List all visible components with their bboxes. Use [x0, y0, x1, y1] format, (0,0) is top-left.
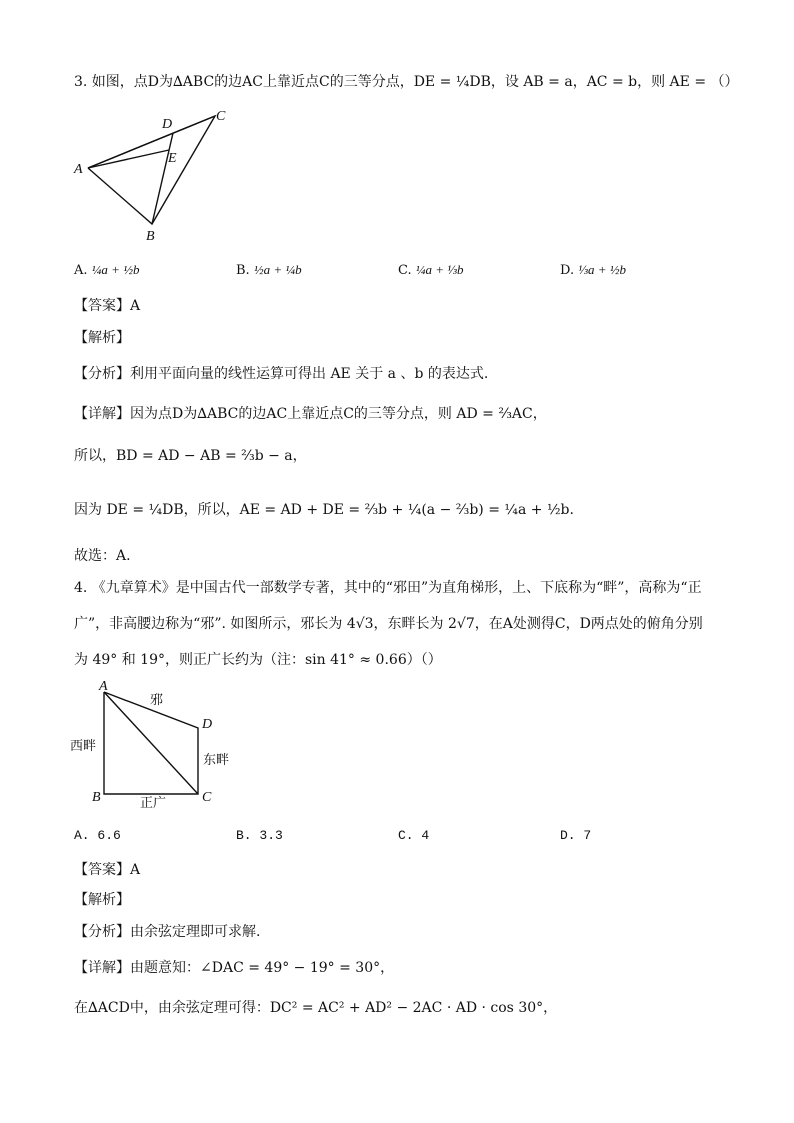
- label-zhengguang: 正广: [140, 795, 167, 810]
- q3-answer: 【答案】A: [74, 298, 141, 314]
- q4-trapezoid-figure: [68, 678, 248, 810]
- label-b: B: [92, 790, 101, 805]
- label-a: A: [74, 162, 83, 177]
- q4-detail-2: 在∆ACD中，由余弦定理可得：DC² = AC² + AD² − 2AC · AD · cos 30°，: [74, 1000, 558, 1016]
- q3-analysis-header: 【解析】: [74, 330, 130, 346]
- q4-option-a: A. 6.6: [74, 828, 121, 843]
- label-a: A: [99, 679, 108, 694]
- q4-option-c: C. 4: [398, 828, 430, 843]
- segment-db: [152, 133, 173, 224]
- q3-triangle-figure: [70, 100, 240, 245]
- q3-option-b: B. ½a + ¼b: [236, 262, 302, 278]
- label-xipan: 西畔: [70, 738, 97, 753]
- q3-option-c: C. ¼a + ⅓b: [398, 262, 464, 278]
- diagonal-ac: [104, 692, 198, 794]
- q3-fenxi: 【分析】利用平面向量的线性运算可得出 AE 关于 a 、b 的表达式.: [74, 366, 489, 382]
- q3-choose: 故选：A.: [74, 548, 131, 564]
- q3-stem: 3. 如图，点D为∆ABC的边AC上靠近点C的三等分点，DE = ¼DB，设 AB = a，AC = b，则 AE = （）: [74, 74, 739, 90]
- label-c: C: [216, 109, 226, 124]
- label-b: B: [146, 229, 155, 244]
- triangle-abc: [88, 116, 215, 224]
- q3-detail-2: 所以，BD = AD − AB = ⅔b − a，: [74, 448, 307, 464]
- label-d: D: [162, 117, 173, 132]
- q4-stem-3: 为 49° 和 19°，则正广长约为（注：sin 41° ≈ 0.66）（）: [74, 652, 442, 668]
- q4-stem-2: 广”，非高腰边称为“邪”. 如图所示，邪长为 4√3，东畔长为 2√7，在A处测得C，D两点处的俯角分别: [74, 616, 703, 632]
- q3-detail-1: 【详解】因为点D为∆ABC的边AC上靠近点C的三等分点，则 AD = ⅔AC，: [74, 406, 547, 422]
- label-dongpan: 东畔: [203, 752, 230, 767]
- label-xie: 邪: [150, 692, 164, 707]
- q4-option-b: B. 3.3: [236, 828, 283, 843]
- q4-answer: 【答案】A: [74, 862, 141, 878]
- q3-detail-3: 因为 DE = ¼DB，所以，AE = AD + DE = ⅔b + ¼(a − ⅔b) = ¼a + ½b.: [74, 502, 574, 518]
- q3-option-d: D. ⅓a + ½b: [560, 262, 627, 278]
- label-c: C: [202, 790, 212, 805]
- segment-ae: [88, 150, 169, 168]
- label-d: D: [202, 717, 213, 732]
- q4-fenxi: 【分析】由余弦定理即可求解.: [74, 924, 261, 940]
- label-e: E: [168, 151, 177, 166]
- q4-option-d: D. 7: [560, 828, 592, 843]
- q4-detail-1: 【详解】由题意知：∠DAC = 49° − 19° = 30°，: [74, 960, 395, 976]
- q4-analysis-header: 【解析】: [74, 892, 130, 908]
- q3-option-a: A. ¼a + ½b: [74, 262, 140, 278]
- q4-stem-1: 4. 《九章算术》是中国古代一部数学专著，其中的“邪田”为直角梯形，上、下底称为“畔”，高称为“正: [74, 580, 702, 596]
